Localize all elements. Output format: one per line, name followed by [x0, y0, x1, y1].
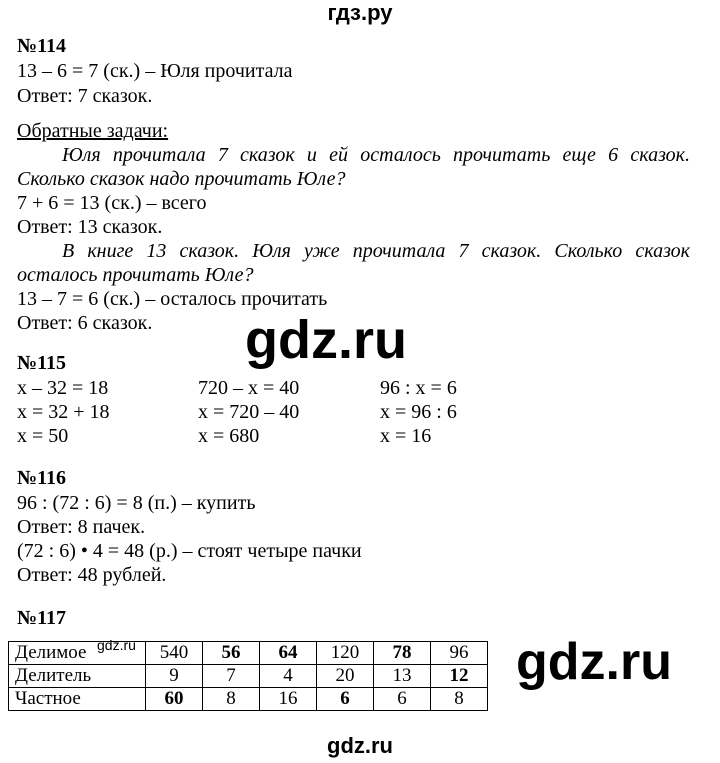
equation2-line3: х = 680	[198, 425, 260, 447]
table-cell: 6	[317, 688, 374, 711]
task117-title: №117	[17, 607, 66, 629]
inverse-answer2: Ответ: 6 сказок.	[17, 312, 153, 334]
inverse-problem2-line1: В книге 13 сказок. Юля уже прочитала 7 сказок. Сколько сказок	[62, 240, 690, 262]
inverse-solution2: 13 – 7 = 6 (ск.) – осталось прочитать	[17, 288, 328, 310]
task114-title: №114	[17, 35, 66, 57]
equation3-line2: х = 96 : 6	[380, 401, 457, 423]
inverse-solution1: 7 + 6 = 13 (ск.) – всего	[17, 192, 207, 214]
table-cell: 60	[146, 688, 203, 711]
table-cell: 8	[203, 688, 260, 711]
table-cell: 4	[260, 665, 317, 688]
equation3-line1: 96 : х = 6	[380, 377, 457, 399]
task114-answer: Ответ: 7 сказок.	[17, 85, 153, 107]
task116-answer2: Ответ: 48 рублей.	[17, 564, 167, 586]
watermark-top: гдз.ру	[327, 0, 393, 25]
task116-line1: 96 : (72 : 6) = 8 (п.) – купить	[17, 492, 256, 514]
table-cell: 9	[146, 665, 203, 688]
task114-solution-line: 13 – 6 = 7 (ск.) – Юля прочитала	[17, 60, 293, 82]
table-cell: 12	[431, 665, 488, 688]
division-table	[8, 641, 488, 711]
watermark-middle: gdz.ru	[245, 310, 407, 370]
row-label-quotient: Частное	[9, 688, 146, 711]
equation1-line1: х – 32 = 18	[17, 377, 109, 399]
row-label-dividend: Делимое	[9, 642, 146, 665]
task115-title: №115	[17, 352, 66, 374]
table-cell: 7	[203, 665, 260, 688]
table-row	[9, 665, 488, 688]
inverse-problem1-line1: Юля прочитала 7 сказок и ей осталось прочитать еще 6 сказок.	[62, 144, 690, 166]
task116-line2: (72 : 6) • 4 = 48 (р.) – стоят четыре пачки	[17, 540, 362, 562]
equation2-line1: 720 – х = 40	[198, 377, 300, 399]
task116-title: №116	[17, 467, 66, 489]
table-cell: 64	[260, 642, 317, 665]
table-cell: 16	[260, 688, 317, 711]
table-row	[9, 688, 488, 711]
row-label-divisor: Делитель	[9, 665, 146, 688]
watermark-bottom: gdz.ru	[327, 733, 393, 758]
table-cell: 20	[317, 665, 374, 688]
watermark-table-small: gdz.ru	[97, 637, 136, 653]
table-cell: 78	[374, 642, 431, 665]
inverse-answer1: Ответ: 13 сказок.	[17, 216, 163, 238]
equation2-line2: х = 720 – 40	[198, 401, 300, 423]
inverse-problem1-line2: Сколько сказок надо прочитать Юле?	[17, 168, 346, 190]
inverse-problem2-line2: осталось прочитать Юле?	[17, 264, 254, 286]
inverse-tasks-heading: Обратные задачи:	[17, 120, 169, 142]
task116-answer1: Ответ: 8 пачек.	[17, 516, 146, 538]
watermark-right: gdz.ru	[516, 633, 672, 691]
table-cell: 6	[374, 688, 431, 711]
equation1-line2: х = 32 + 18	[17, 401, 110, 423]
table-cell: 13	[374, 665, 431, 688]
table-cell: 56	[203, 642, 260, 665]
equation1-line3: х = 50	[17, 425, 69, 447]
table-cell: 8	[431, 688, 488, 711]
table-row	[9, 642, 488, 665]
equation3-line3: х = 16	[380, 425, 432, 447]
table-cell: 120	[317, 642, 374, 665]
table-cell: 540	[146, 642, 203, 665]
table-cell: 96	[431, 642, 488, 665]
